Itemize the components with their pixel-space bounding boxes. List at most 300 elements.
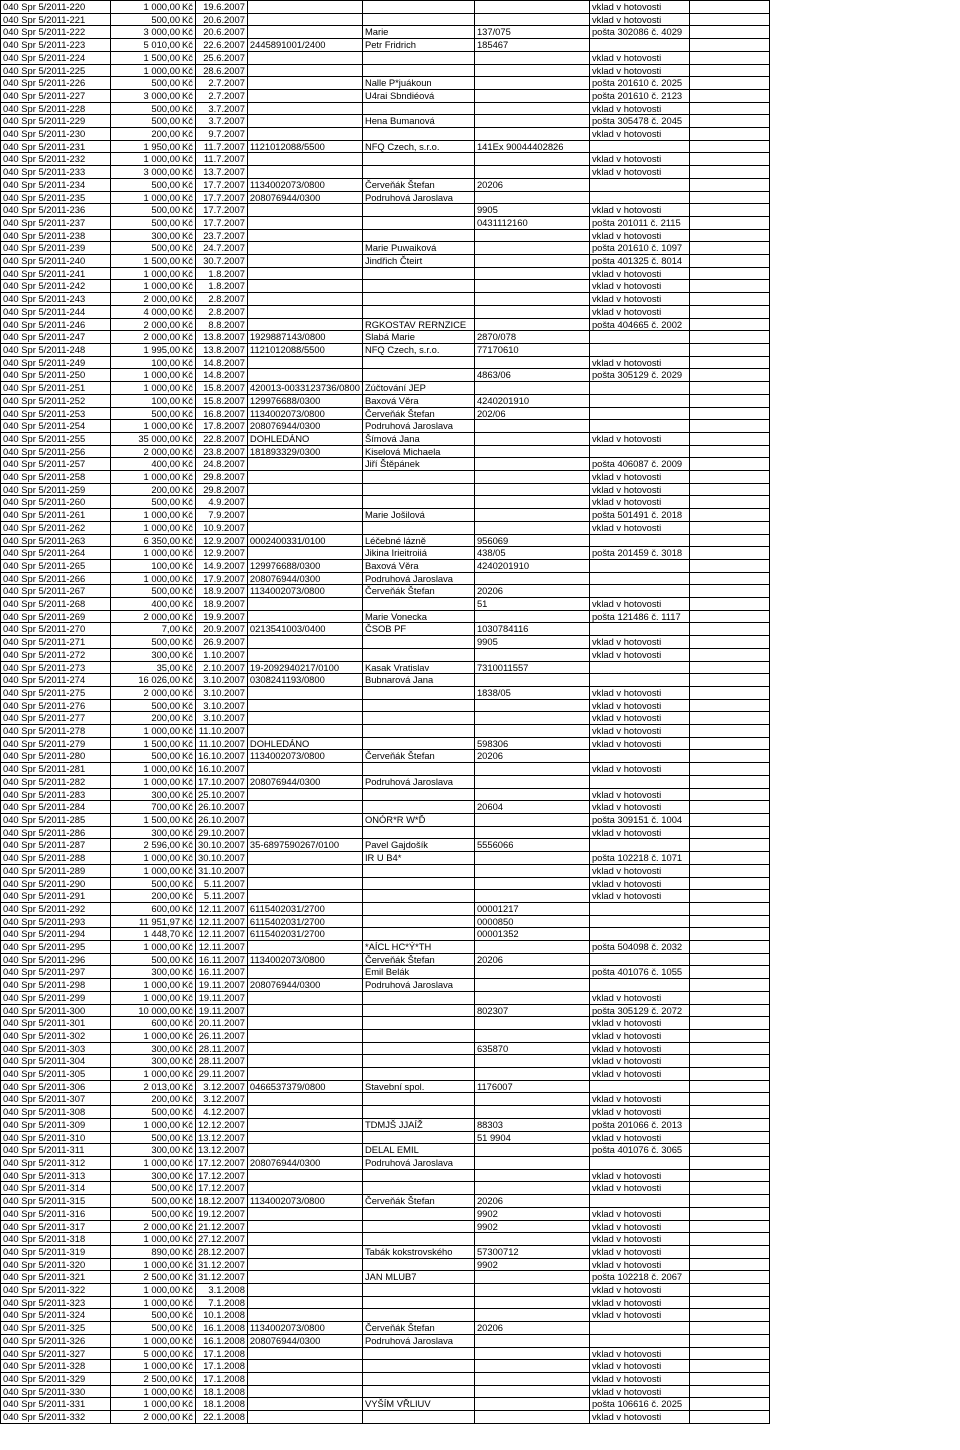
payment-type-cell: pošta 401325 č. 8014 [589,255,689,268]
date-cell: 31.10.2007 [196,864,248,877]
payment-type-cell: pošta 106616 č. 2025 [589,1398,689,1411]
payer-cell: TDMJŠ JJAÍŽ [362,1118,474,1131]
amount-value: 35,00 [156,661,181,673]
payer-cell [362,1284,474,1297]
payment-type-cell: vklad v hotovosti [589,1309,689,1322]
payer-cell [362,725,474,738]
account-cell: 129976688/0300 [247,394,362,407]
reference-cell [474,153,589,166]
payment-type-cell [589,191,689,204]
reference-cell [474,966,589,979]
reference-cell: 141Ex 90044402826 [474,140,589,153]
amount-cell [111,623,196,636]
reference-cell [474,166,589,179]
amount-cell [111,1322,196,1335]
amount-cell [111,725,196,738]
amount-cell [111,394,196,407]
amount-cell [111,1182,196,1195]
account-cell [247,648,362,661]
date-cell: 26.10.2007 [196,814,248,827]
reference-cell: 0431112160 [474,216,589,229]
account-cell [247,77,362,90]
amount-value: 200,00 [151,890,181,902]
table-row [1,953,770,966]
payment-type-cell [589,572,689,585]
payment-type-cell: pošta 201459 č. 3018 [589,547,689,560]
case-number-cell: 040 Spr 5/2011-287 [1,839,111,852]
reference-cell: 20604 [474,801,589,814]
payer-cell [362,496,474,509]
account-cell [247,941,362,954]
amount-value: 500,00 [151,102,181,114]
payment-type-cell: vklad v hotovosti [589,1182,689,1195]
payment-type-cell: vklad v hotovosti [589,1360,689,1373]
amount-value: 500,00 [151,13,181,25]
date-cell: 17.7.2007 [196,178,248,191]
amount-cell [111,979,196,992]
payment-type-cell: vklad v hotovosti [589,864,689,877]
amount-cell [111,686,196,699]
amount-cell [111,496,196,509]
amount-cell [111,1284,196,1297]
account-cell: 208076944/0300 [247,775,362,788]
case-number-cell: 040 Spr 5/2011-273 [1,661,111,674]
empty-cell [689,178,769,191]
account-cell [247,1055,362,1068]
reference-cell [474,864,589,877]
empty-cell [689,585,769,598]
date-cell: 20.6.2007 [196,13,248,26]
case-number-cell: 040 Spr 5/2011-242 [1,280,111,293]
payer-cell: NFQ Czech, s.r.o. [362,140,474,153]
empty-cell [689,1042,769,1055]
reference-cell: 802307 [474,1004,589,1017]
payment-type-cell: vklad v hotovosti [589,1093,689,1106]
payer-cell: ČSOB PF [362,623,474,636]
amount-cell [111,521,196,534]
reference-cell [474,1093,589,1106]
amount-cell [111,852,196,865]
account-cell [247,1296,362,1309]
case-number-cell: 040 Spr 5/2011-246 [1,318,111,331]
table-row [1,521,770,534]
case-number-cell: 040 Spr 5/2011-291 [1,890,111,903]
table-row [1,1,770,14]
empty-cell [689,407,769,420]
payer-cell: Podruhová Jaroslava [362,1156,474,1169]
account-cell [247,89,362,102]
date-cell: 29.10.2007 [196,826,248,839]
payer-cell: Petr Fridrich [362,39,474,52]
payment-type-cell: vklad v hotovosti [589,1385,689,1398]
payer-cell [362,1,474,14]
payer-cell: Podruhová Jaroslava [362,572,474,585]
empty-cell [689,852,769,865]
payer-cell [362,1055,474,1068]
amount-cell [111,699,196,712]
amount-cell [111,801,196,814]
amount-value: 500,00 [151,1322,181,1334]
amount-cell [111,788,196,801]
table-row [1,293,770,306]
table-row [1,1385,770,1398]
reference-cell: 20206 [474,953,589,966]
case-number-cell: 040 Spr 5/2011-275 [1,686,111,699]
date-cell: 20.6.2007 [196,26,248,39]
table-row [1,559,770,572]
amount-value: 1 000,00 [143,941,181,953]
date-cell: 18.12.2007 [196,1195,248,1208]
amount-cell [111,178,196,191]
payer-cell: Šímová Jana [362,432,474,445]
payment-type-cell [589,1195,689,1208]
currency-label: Kč [182,636,193,648]
table-row [1,1296,770,1309]
currency-label: Kč [182,483,193,495]
account-cell: 208076944/0300 [247,1156,362,1169]
reference-cell: 185467 [474,39,589,52]
currency-label: Kč [182,204,193,216]
empty-cell [689,814,769,827]
empty-cell [689,26,769,39]
payment-type-cell [589,382,689,395]
account-cell [247,496,362,509]
reference-cell: 4863/06 [474,369,589,382]
currency-label: Kč [182,801,193,813]
reference-cell [474,712,589,725]
reference-cell [474,1017,589,1030]
amount-cell [111,674,196,687]
payer-cell [362,915,474,928]
payer-cell [362,293,474,306]
reference-cell [474,1347,589,1360]
empty-cell [689,331,769,344]
account-cell [247,369,362,382]
payment-type-cell [589,534,689,547]
empty-cell [689,1296,769,1309]
date-cell: 13.8.2007 [196,331,248,344]
case-number-cell: 040 Spr 5/2011-330 [1,1385,111,1398]
empty-cell [689,318,769,331]
reference-cell [474,890,589,903]
currency-label: Kč [182,191,193,203]
table-row [1,51,770,64]
date-cell: 7.9.2007 [196,509,248,522]
empty-cell [689,623,769,636]
account-cell: 1929887143/0800 [247,331,362,344]
account-cell [247,991,362,1004]
case-number-cell: 040 Spr 5/2011-323 [1,1296,111,1309]
reference-cell [474,1334,589,1347]
payment-type-cell [589,979,689,992]
empty-cell [689,509,769,522]
payment-type-cell: vklad v hotovosti [589,521,689,534]
table-row [1,1322,770,1335]
payer-cell: Červeňák Štefan [362,1195,474,1208]
table-row [1,991,770,1004]
empty-cell [689,191,769,204]
table-row [1,178,770,191]
table-row [1,1131,770,1144]
currency-label: Kč [182,1258,193,1270]
amount-value: 1 500,00 [143,814,181,825]
amount-value: 500,00 [151,1195,181,1207]
payment-type-cell [589,661,689,674]
currency-label: Kč [182,1233,193,1245]
reference-cell: 57300712 [474,1245,589,1258]
payment-type-cell: vklad v hotovosti [589,1372,689,1385]
payer-cell [362,1347,474,1360]
account-cell [247,1372,362,1385]
account-cell [247,280,362,293]
payment-type-cell [589,331,689,344]
currency-label: Kč [182,458,193,470]
payment-type-cell: pošta 401076 č. 1055 [589,966,689,979]
amount-value: 500,00 [151,178,181,190]
table-row [1,928,770,941]
case-number-cell: 040 Spr 5/2011-306 [1,1080,111,1093]
reference-cell [474,725,589,738]
table-row [1,1207,770,1220]
currency-label: Kč [182,1029,193,1041]
payment-type-cell [589,394,689,407]
payment-type-cell: vklad v hotovosti [589,102,689,115]
date-cell: 13.12.2007 [196,1144,248,1157]
currency-label: Kč [182,814,193,825]
amount-value: 1 000,00 [143,1,181,12]
account-cell [247,1220,362,1233]
empty-cell [689,1411,769,1424]
amount-cell [111,1131,196,1144]
date-cell: 13.12.2007 [196,1131,248,1144]
amount-cell [111,1156,196,1169]
currency-label: Kč [182,432,193,444]
currency-label: Kč [182,1144,193,1156]
date-cell: 5.11.2007 [196,890,248,903]
payment-type-cell: vklad v hotovosti [589,1131,689,1144]
reference-cell: 00001352 [474,928,589,941]
reference-cell [474,64,589,77]
reference-cell [474,814,589,827]
payer-cell [362,1296,474,1309]
currency-label: Kč [182,1411,193,1423]
date-cell: 16.10.2007 [196,750,248,763]
date-cell: 4.12.2007 [196,1106,248,1119]
empty-cell [689,1360,769,1373]
account-cell [247,610,362,623]
payer-cell [362,788,474,801]
table-row [1,39,770,52]
amount-cell [111,77,196,90]
currency-label: Kč [182,420,193,432]
account-cell [247,1029,362,1042]
table-row [1,407,770,420]
currency-label: Kč [182,712,193,724]
payer-cell [362,1029,474,1042]
amount-cell [111,432,196,445]
table-row [1,471,770,484]
case-number-cell: 040 Spr 5/2011-286 [1,826,111,839]
table-row [1,598,770,611]
reference-cell [474,229,589,242]
table-row [1,1068,770,1081]
account-cell: 208076944/0300 [247,420,362,433]
reference-cell [474,420,589,433]
reference-cell: 1030784116 [474,623,589,636]
currency-label: Kč [182,547,193,559]
reference-cell [474,382,589,395]
payer-cell: Jiří Štěpánek [362,458,474,471]
payer-cell: Červeňák Štefan [362,750,474,763]
date-cell: 12.11.2007 [196,941,248,954]
account-cell: 208076944/0300 [247,572,362,585]
date-cell: 2.7.2007 [196,89,248,102]
date-cell: 29.8.2007 [196,483,248,496]
table-row [1,1334,770,1347]
payment-type-cell: vklad v hotovosti [589,598,689,611]
reference-cell [474,1372,589,1385]
table-row [1,1398,770,1411]
case-number-cell: 040 Spr 5/2011-254 [1,420,111,433]
payer-cell: Marie [362,26,474,39]
amount-value: 500,00 [151,1182,181,1194]
payer-cell [362,890,474,903]
amount-value: 500,00 [151,750,181,762]
account-cell [247,229,362,242]
date-cell: 3.10.2007 [196,686,248,699]
payment-type-cell: pošta 305129 č. 2029 [589,369,689,382]
amount-cell [111,140,196,153]
account-cell: 2445891001/2400 [247,39,362,52]
amount-value: 1 000,00 [143,1398,181,1410]
reference-cell [474,826,589,839]
reference-cell [474,1271,589,1284]
amount-cell [111,572,196,585]
reference-cell [474,267,589,280]
account-cell [247,598,362,611]
case-number-cell: 040 Spr 5/2011-326 [1,1334,111,1347]
table-row [1,941,770,954]
account-cell: 0002400331/0100 [247,534,362,547]
reference-cell [474,648,589,661]
reference-cell: 7310011557 [474,661,589,674]
case-number-cell: 040 Spr 5/2011-255 [1,432,111,445]
amount-value: 1 000,00 [143,991,181,1003]
empty-cell [689,979,769,992]
payment-type-cell: pošta 201610 č. 2025 [589,77,689,90]
amount-value: 500,00 [151,1106,181,1118]
payer-cell: Emil Belák [362,966,474,979]
payer-cell [362,471,474,484]
amount-value: 1 995,00 [143,343,181,355]
table-row [1,737,770,750]
empty-cell [689,51,769,64]
empty-cell [689,153,769,166]
account-cell [247,788,362,801]
empty-cell [689,1118,769,1131]
date-cell: 23.7.2007 [196,229,248,242]
amount-value: 1 000,00 [143,369,181,381]
amount-cell [111,1411,196,1424]
account-cell [247,1398,362,1411]
date-cell: 13.7.2007 [196,166,248,179]
empty-cell [689,458,769,471]
account-cell [247,814,362,827]
currency-label: Kč [182,153,193,165]
payer-cell [362,1182,474,1195]
currency-label: Kč [182,839,193,851]
payment-type-cell: pošta 305129 č. 2072 [589,1004,689,1017]
amount-value: 5 000,00 [143,1347,181,1359]
empty-cell [689,1004,769,1017]
empty-cell [689,280,769,293]
reference-cell [474,89,589,102]
currency-label: Kč [182,140,193,152]
amount-value: 200,00 [151,712,181,724]
date-cell: 3.7.2007 [196,102,248,115]
case-number-cell: 040 Spr 5/2011-309 [1,1118,111,1131]
payment-type-cell [589,623,689,636]
reference-cell [474,1309,589,1322]
table-row [1,1017,770,1030]
payment-type-cell: vklad v hotovosti [589,763,689,776]
reference-cell [474,674,589,687]
amount-value: 10 000,00 [138,1004,181,1016]
amount-value: 1 000,00 [143,1233,181,1245]
account-cell: 208076944/0300 [247,191,362,204]
reference-cell [474,1182,589,1195]
table-row [1,229,770,242]
account-cell: 208076944/0300 [247,979,362,992]
currency-label: Kč [182,1207,193,1219]
table-row [1,77,770,90]
amount-value: 1 000,00 [143,1258,181,1270]
table-row [1,547,770,560]
amount-cell [111,318,196,331]
account-cell [247,255,362,268]
payer-cell [362,1207,474,1220]
payer-cell [362,712,474,725]
date-cell: 14.9.2007 [196,559,248,572]
reference-cell: 438/05 [474,547,589,560]
date-cell: 31.12.2007 [196,1271,248,1284]
account-cell [247,216,362,229]
amount-value: 1 000,00 [143,1360,181,1372]
empty-cell [689,229,769,242]
payment-type-cell: pošta 504098 č. 2032 [589,941,689,954]
date-cell: 24.8.2007 [196,458,248,471]
empty-cell [689,1106,769,1119]
case-number-cell: 040 Spr 5/2011-284 [1,801,111,814]
payer-cell: Marie Puwaiková [362,242,474,255]
payment-type-cell [589,775,689,788]
account-cell: 1134002073/0800 [247,585,362,598]
reference-cell [474,305,589,318]
table-row [1,686,770,699]
table-row [1,661,770,674]
amount-cell [111,343,196,356]
case-number-cell: 040 Spr 5/2011-316 [1,1207,111,1220]
case-number-cell: 040 Spr 5/2011-229 [1,115,111,128]
payer-cell [362,1131,474,1144]
currency-label: Kč [182,686,193,698]
account-cell: 1134002073/0800 [247,178,362,191]
reference-cell: 9905 [474,204,589,217]
amount-cell [111,1385,196,1398]
account-cell [247,1309,362,1322]
empty-cell [689,1055,769,1068]
empty-cell [689,534,769,547]
